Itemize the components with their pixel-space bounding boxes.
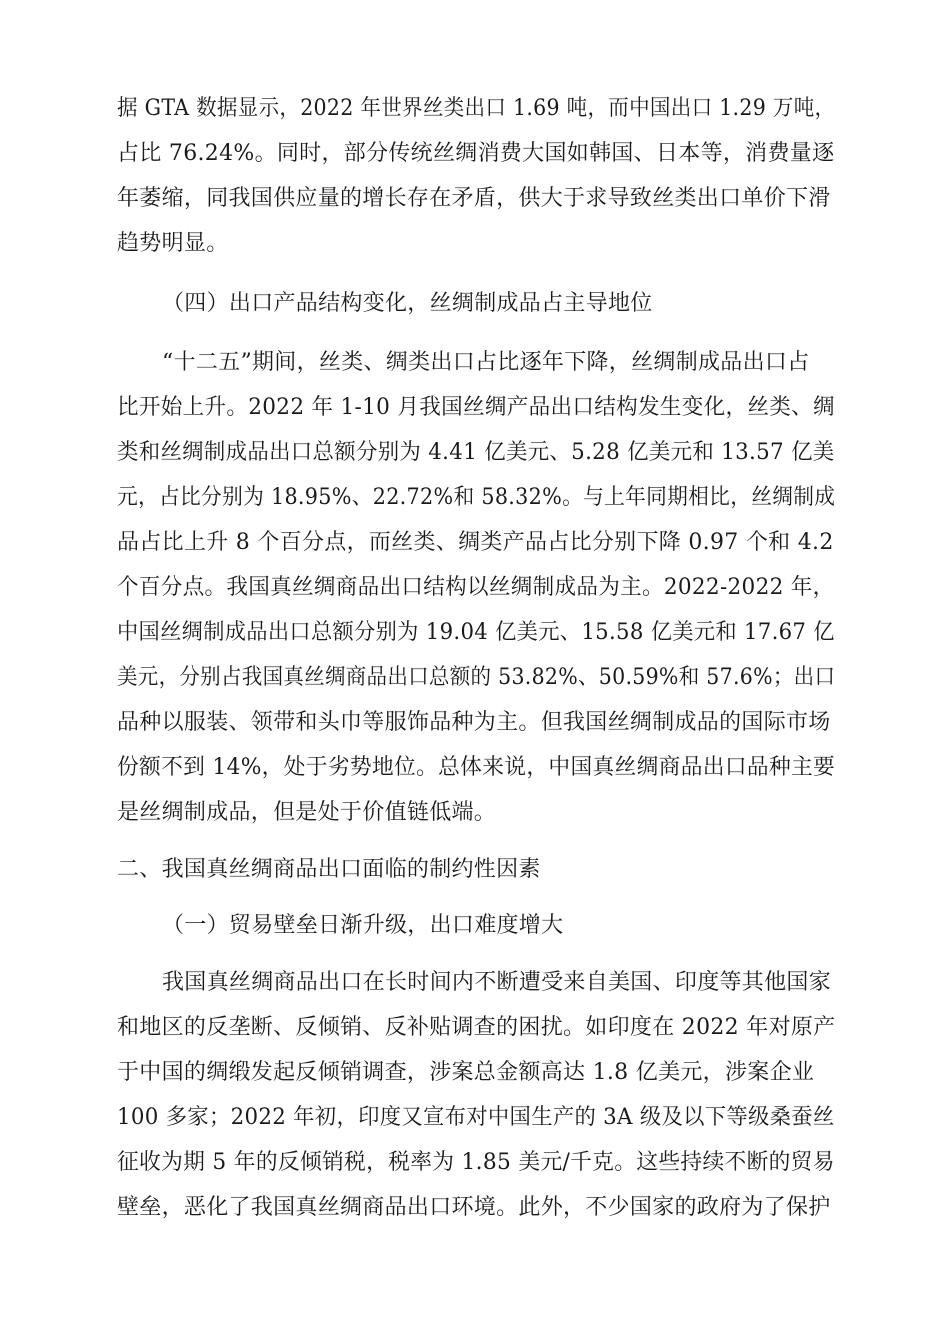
paragraph-line: 是丝绸制成品，但是处于价值链低端。 [117, 800, 497, 825]
paragraph-line: 个百分点。我国真丝绸商品出口结构以丝绸制成品为主。2022-2022 年， [117, 575, 835, 600]
paragraph-line: 100 多家；2022 年初，印度又宣布对中国生产的 3A 级及以下等级桑蚕丝 [117, 1105, 835, 1130]
paragraph-line: 壁垒，恶化了我国真丝绸商品出口环境。此外，不少国家的政府为了保护 [117, 1195, 831, 1220]
paragraph-line: 类和丝绸制成品出口总额分别为 4.41 亿美元、5.28 亿美元和 13.57 亿美 [117, 440, 835, 465]
paragraph-line: “十二五”期间，丝类、绸类出口占比逐年下降，丝绸制成品出口占 [162, 350, 810, 375]
paragraph-line: 据 GTA 数据显示，2022 年世界丝类出口 1.69 吨，而中国出口 1.29 万吨， [117, 96, 836, 121]
paragraph-line: 和地区的反垄断、反倾销、反补贴调查的困扰。如印度在 2022 年对原产 [117, 1015, 836, 1040]
paragraph-line: 于中国的绸缎发起反倾销调查，涉案总金额高达 1.8 亿美元，涉案企业 [117, 1060, 815, 1085]
paragraph-line: 美元，分别占我国真丝绸商品出口总额的 53.82%、50.59%和 57.6%；出口 [117, 665, 836, 690]
paragraph-line: 份额不到 14%，处于劣势地位。总体来说，中国真丝绸商品出口品种主要 [117, 755, 836, 780]
paragraph-line: 年萎缩，同我国供应量的增长存在矛盾，供大于求导致丝类出口单价下滑 [117, 186, 831, 211]
paragraph-line: 趋势明显。 [117, 231, 229, 256]
paragraph-line: 征收为期 5 年的反倾销税，税率为 1.85 美元/千克。这些持续不断的贸易 [117, 1150, 835, 1175]
paragraph-line: 占比 76.24%。同时，部分传统丝绸消费大国如韩国、日本等，消费量逐 [117, 141, 835, 166]
paragraph-line: 比开始上升。2022 年 1-10 月我国丝绸产品出口结构发生变化，丝类、绸 [117, 395, 835, 420]
paragraph-line: 我国真丝绸商品出口在长时间内不断遭受来自美国、印度等其他国家 [162, 970, 832, 995]
paragraph-line: 元，占比分别为 18.95%、22.72%和 58.32%。与上年同期相比，丝绸制成 [117, 485, 836, 510]
chapter-heading: 二、我国真丝绸商品出口面临的制约性因素 [117, 857, 541, 882]
paragraph-line: 品占比上升 8 个百分点，而丝类、绸类产品占比分别下降 0.97 个和 4.2 [117, 530, 834, 555]
paragraph-line: 品种以服装、领带和头巾等服饰品种为主。但我国丝绸制成品的国际市场 [117, 710, 831, 735]
paragraph-line: 中国丝绸制成品出口总额分别为 19.04 亿美元、15.58 亿美元和 17.67 亿 [117, 620, 835, 645]
section-heading: （一）贸易壁垒日渐升级，出口难度增大 [162, 913, 564, 938]
section-heading: （四）出口产品结构变化，丝绸制成品占主导地位 [162, 291, 653, 316]
